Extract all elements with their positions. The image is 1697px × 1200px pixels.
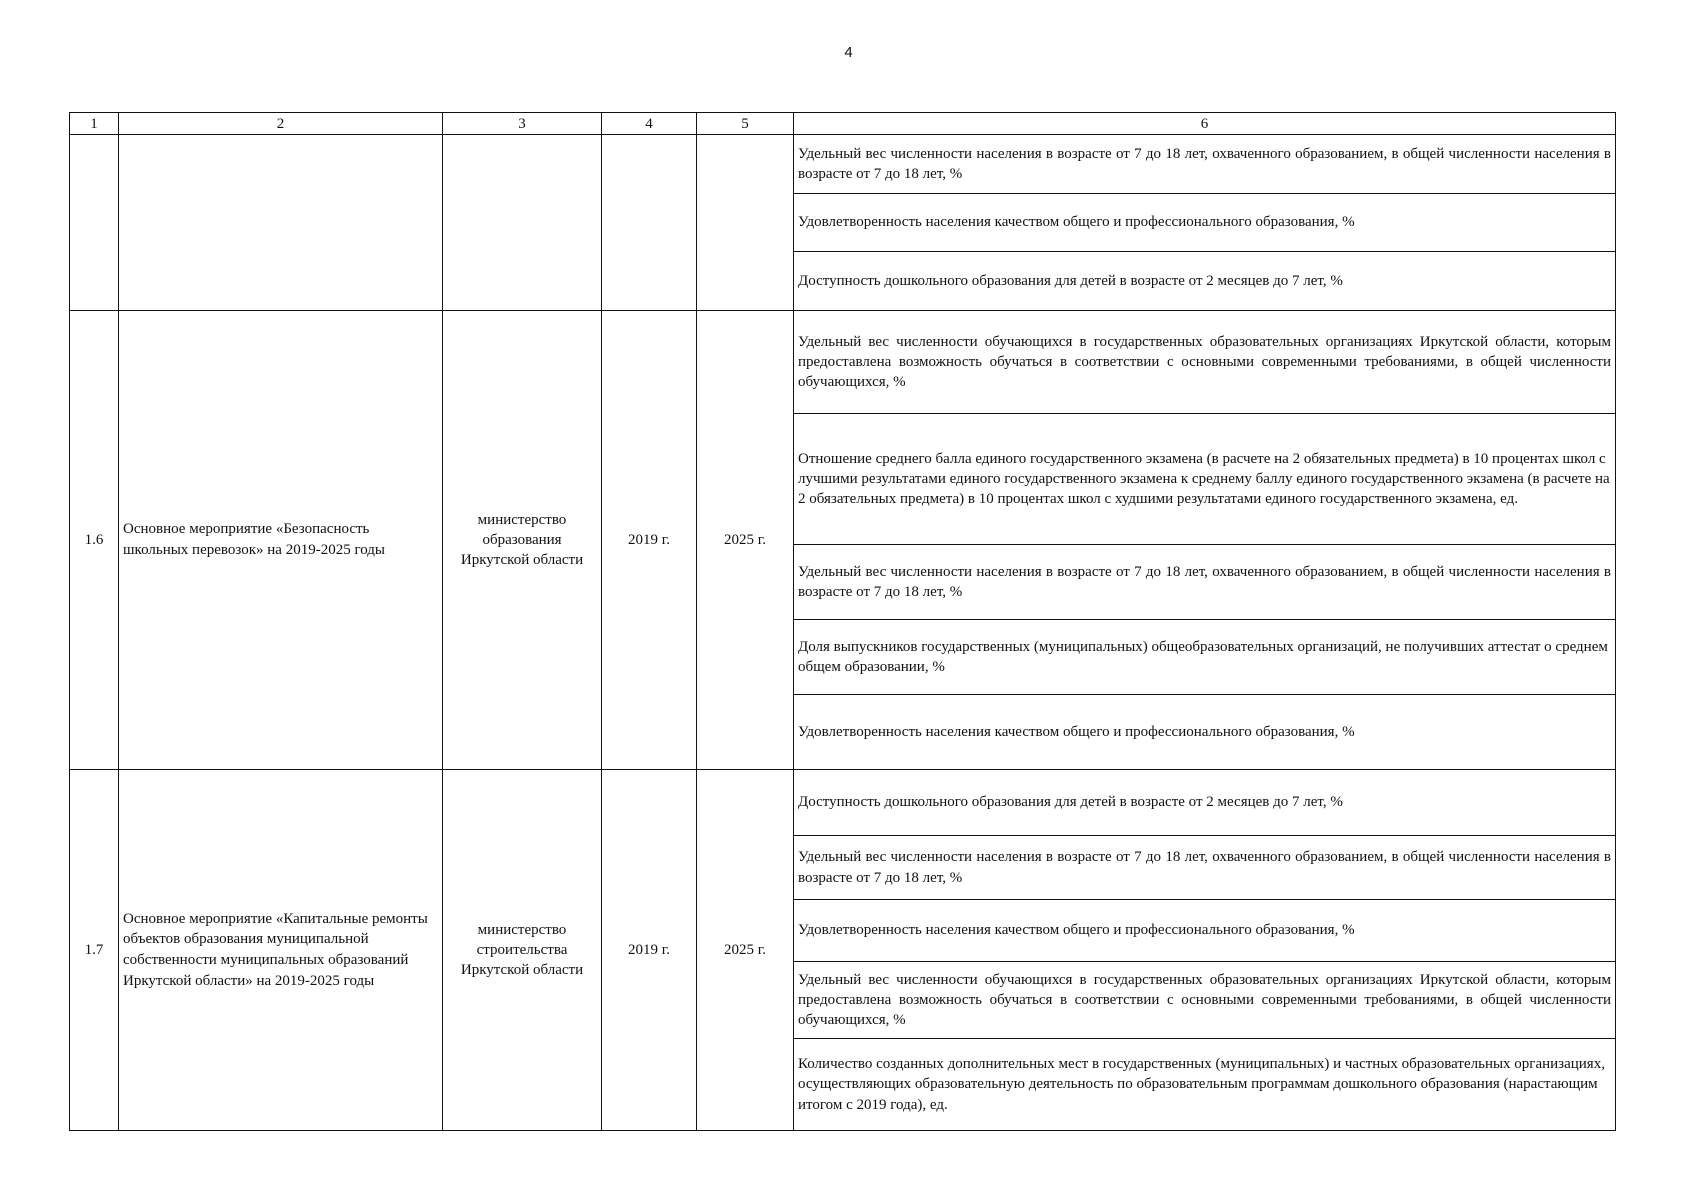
- indicator-cell: Доступность дошкольного образования для детей в возрасте от 2 месяцев до 7 лет, %: [794, 252, 1616, 311]
- start-year: 2019 г.: [602, 770, 697, 1131]
- program-table: [69, 112, 1616, 1131]
- cont-end-cell: [697, 135, 794, 311]
- start-year: 2019 г.: [602, 311, 697, 770]
- executor: министерство образования Иркутской области: [443, 311, 602, 770]
- indicator-cell: Удельный вес численности обучающихся в государственных образовательных организациях Иркутской области, которым предоставлена возможность обучаться в соответствии с основными современными требованиями, в общей численности обучающихся, %: [794, 962, 1616, 1039]
- indicator-cell: Доступность дошкольного образования для детей в возрасте от 2 месяцев до 7 лет, %: [794, 770, 1616, 836]
- row-number: 1.6: [70, 311, 119, 770]
- column-number-5: 5: [697, 113, 794, 135]
- indicator-cell: Удельный вес численности населения в возрасте от 7 до 18 лет, охваченного образованием, в общей численности населения в возрасте от 7 до 18 лет, %: [794, 135, 1616, 194]
- column-number-6: 6: [794, 113, 1616, 135]
- indicator-cell: Удельный вес численности населения в возрасте от 7 до 18 лет, охваченного образованием, в общей численности населения в возрасте от 7 до 18 лет, %: [794, 545, 1616, 620]
- end-year: 2025 г.: [697, 770, 794, 1131]
- table-row: [70, 135, 1616, 194]
- indicator-cell: Доля выпускников государственных (муниципальных) общеобразовательных организаций, не получивших аттестат о среднем общем образовании, %: [794, 620, 1616, 695]
- indicator-cell: Удовлетворенность населения качеством общего и профессионального образования, %: [794, 194, 1616, 252]
- indicator-cell: Удельный вес численности обучающихся в государственных образовательных организациях Иркутской области, которым предоставлена возможность обучаться в соответствии с основными современными требованиями, в общей численности обучающихся, %: [794, 311, 1616, 414]
- column-number-3: 3: [443, 113, 602, 135]
- end-year: 2025 г.: [697, 311, 794, 770]
- cont-start-cell: [602, 135, 697, 311]
- table-row: [70, 770, 1616, 836]
- cont-executor-cell: [443, 135, 602, 311]
- indicator-cell: Количество созданных дополнительных мест в государственных (муниципальных) и частных образовательных организациях, осуществляющих образовательную деятельность по образовательным программам дошкольного образования (нарастающим итогом с 2019 года), ед.: [794, 1039, 1616, 1131]
- cont-name-cell: [119, 135, 443, 311]
- row-number: 1.7: [70, 770, 119, 1131]
- column-number-row: [70, 113, 1616, 135]
- column-number-4: 4: [602, 113, 697, 135]
- indicator-cell: Удельный вес численности населения в возрасте от 7 до 18 лет, охваченного образованием, в общей численности населения в возрасте от 7 до 18 лет, %: [794, 836, 1616, 900]
- column-number-2: 2: [119, 113, 443, 135]
- activity-name: Основное мероприятие «Безопасность школьных перевозок» на 2019-2025 годы: [119, 311, 443, 770]
- page-number: 4: [844, 44, 853, 61]
- indicator-cell: Отношение среднего балла единого государственного экзамена (в расчете на 2 обязательных предмета) в 10 процентах школ с лучшими результатами единого государственного экзамена к среднему баллу единого государственного экзамена (в расчете на 2 обязательных предмета) в 10 процентах школ с худшими результатами единого государственного экзамена, ед.: [794, 414, 1616, 545]
- indicator-cell: Удовлетворенность населения качеством общего и профессионального образования, %: [794, 695, 1616, 770]
- table-row: [70, 311, 1616, 414]
- column-number-1: 1: [70, 113, 119, 135]
- indicator-cell: Удовлетворенность населения качеством общего и профессионального образования, %: [794, 900, 1616, 962]
- cont-num-cell: [70, 135, 119, 311]
- executor: министерство строительства Иркутской области: [443, 770, 602, 1131]
- activity-name: Основное мероприятие «Капитальные ремонты объектов образования муниципальной собственности муниципальных образований Иркутской области» на 2019-2025 годы: [119, 770, 443, 1131]
